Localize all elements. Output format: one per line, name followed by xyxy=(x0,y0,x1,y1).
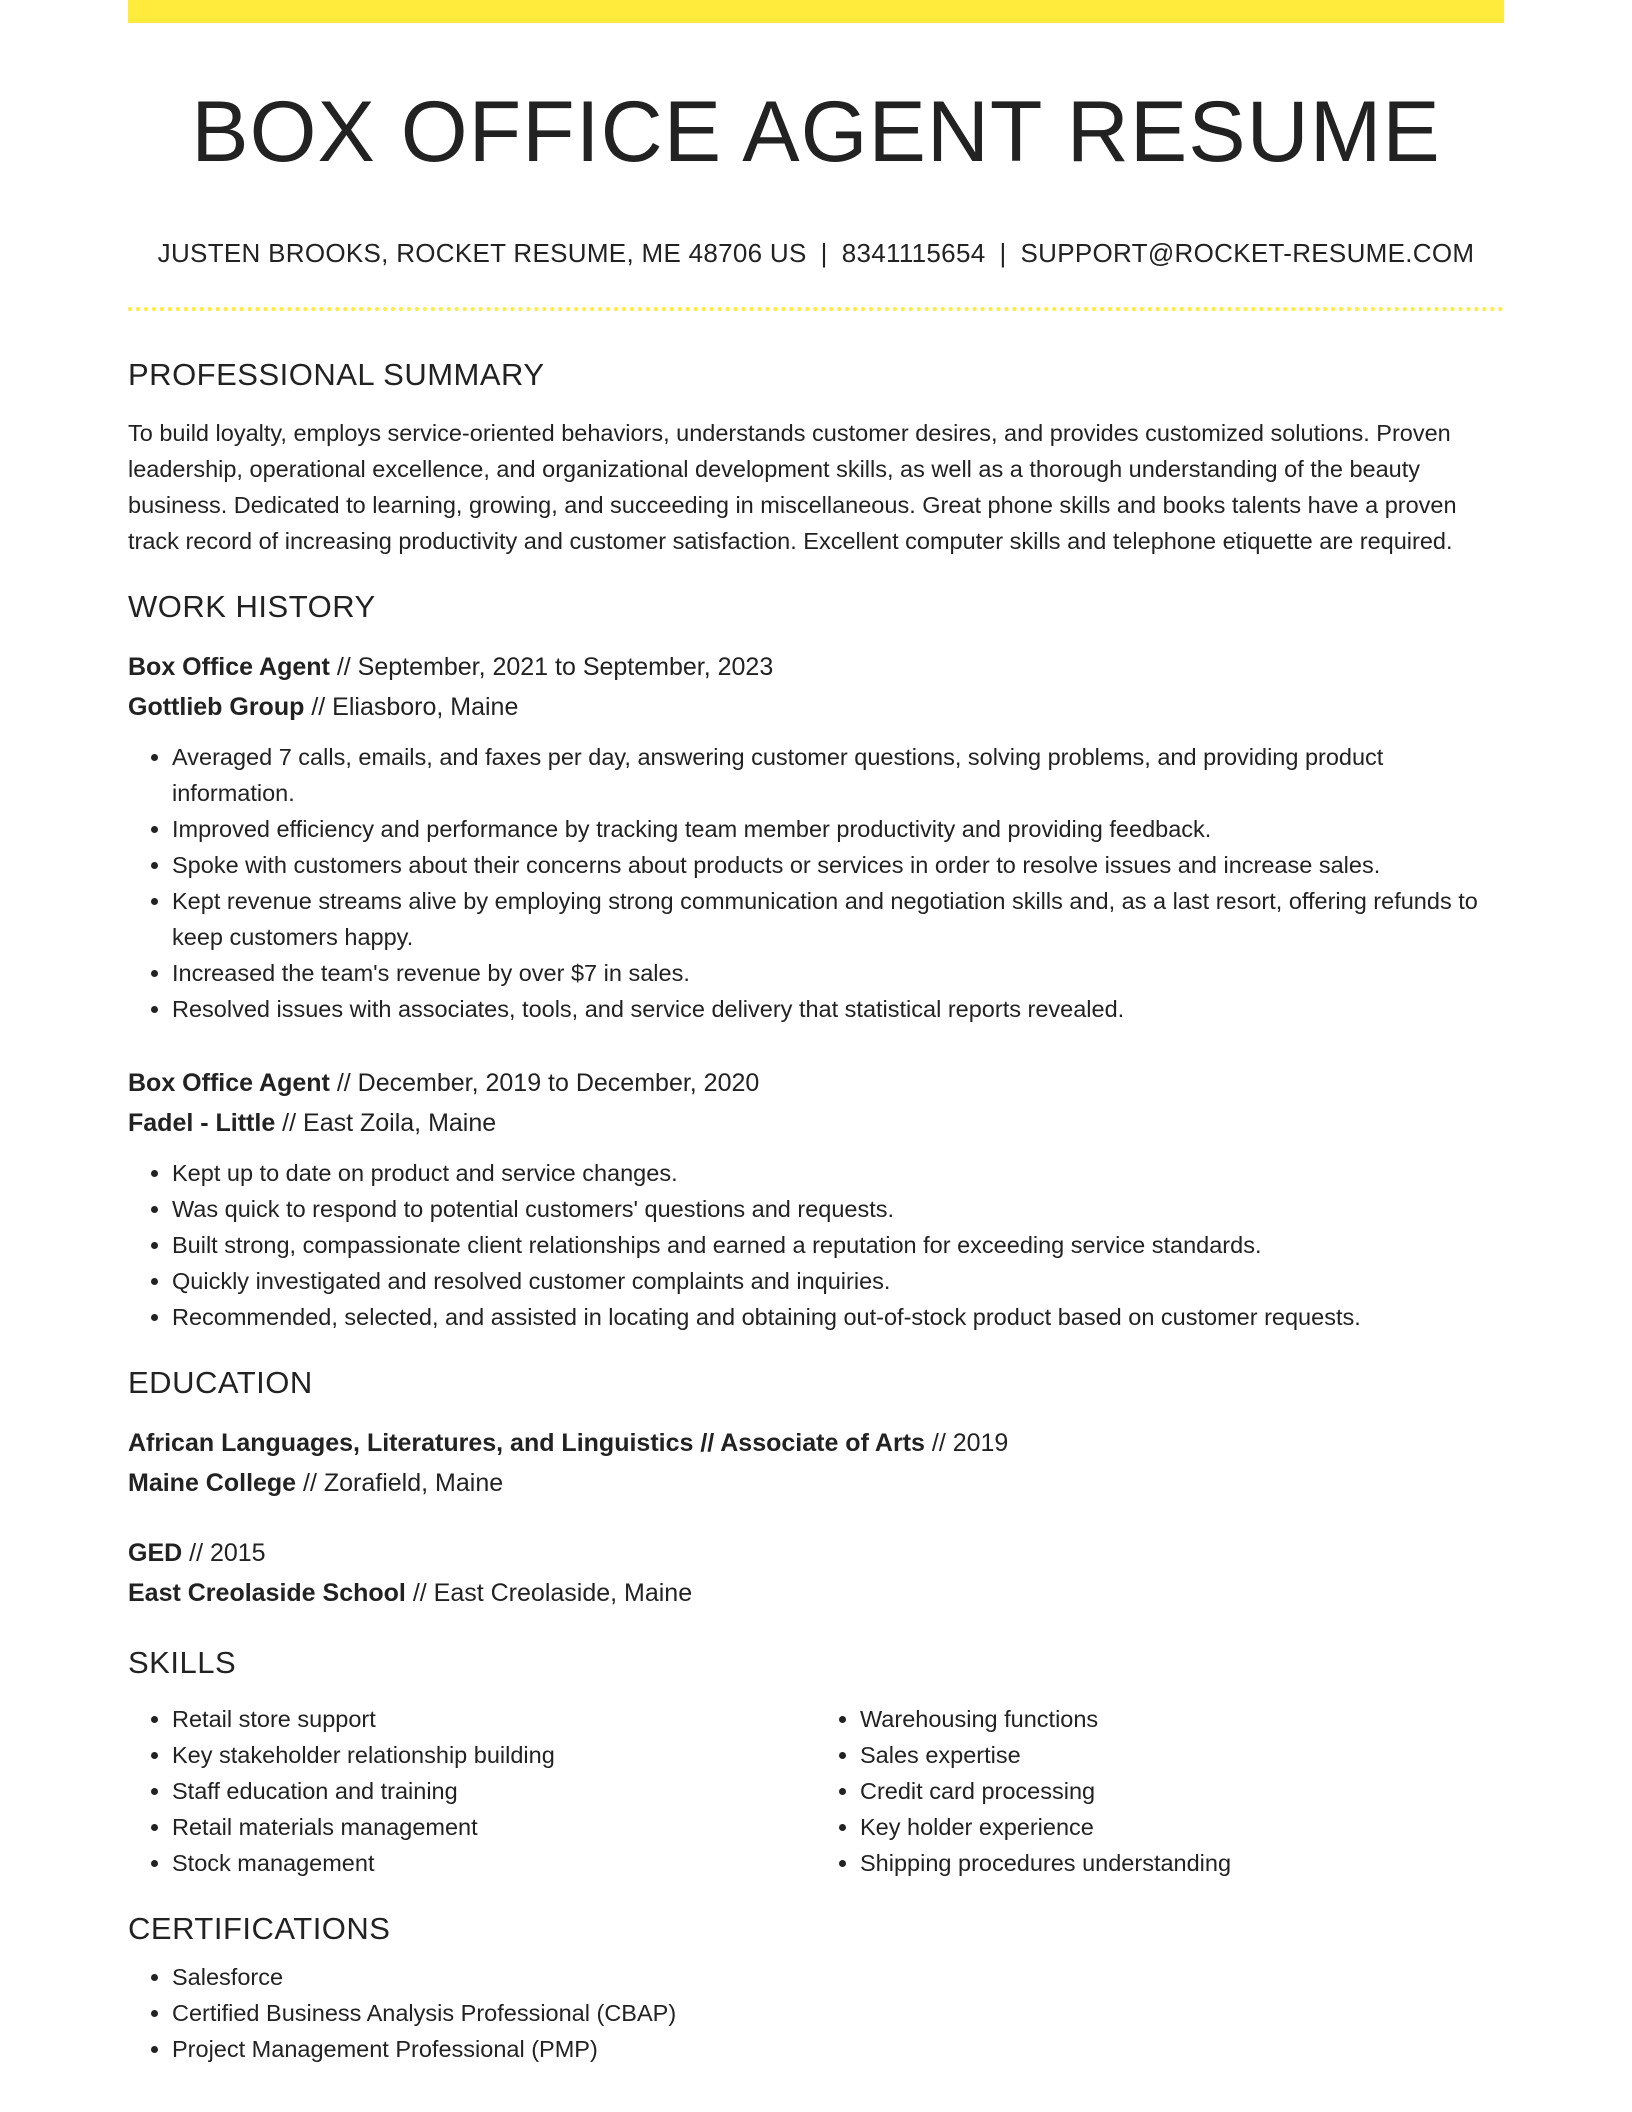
list-item: • Kept revenue streams alive by employing strong communication and negotiation skills and, as a last resort, offering refunds to keep customers happy. xyxy=(172,883,1504,955)
degree-line xyxy=(128,1533,1504,1573)
degree: African Languages, Literatures, and Linguistics // Associate of Arts xyxy=(128,1428,925,1457)
dotted-divider xyxy=(128,307,1504,311)
contact-separator: | xyxy=(999,237,1007,268)
list-item: • Was quick to respond to potential customers' questions and requests. xyxy=(172,1191,1504,1227)
job-bullet-list xyxy=(128,1155,1504,1335)
school-line xyxy=(128,1463,1504,1503)
contact-address: JUSTEN BROOKS, ROCKET RESUME, ME 48706 US xyxy=(157,237,807,268)
list-item: • Stock management xyxy=(172,1845,816,1881)
job-title: Box Office Agent xyxy=(128,1068,330,1097)
job-company: Gottlieb Group xyxy=(128,692,305,721)
list-item: • Retail materials management xyxy=(172,1809,816,1845)
list-item: • Salesforce xyxy=(172,1959,1504,1995)
list-item: • Warehousing functions xyxy=(860,1701,1504,1737)
job-title-line xyxy=(128,647,1504,687)
degree-year: // 2019 xyxy=(924,1428,1009,1457)
list-item: • Retail store support xyxy=(172,1701,816,1737)
school: East Creolaside School xyxy=(128,1578,406,1607)
degree-line xyxy=(128,1423,1504,1463)
certifications-heading: CERTIFICATIONS xyxy=(128,1910,391,1946)
degree: GED xyxy=(128,1538,183,1567)
list-item: • Resolved issues with associates, tools, and service delivery that statistical reports revealed. xyxy=(172,991,1504,1027)
job-dates: // December, 2019 to December, 2020 xyxy=(329,1068,760,1097)
list-item: • Built strong, compassionate client relationships and earned a reputation for exceeding service standards. xyxy=(172,1227,1504,1263)
job-dates: // September, 2021 to September, 2023 xyxy=(329,652,774,681)
skills-list-left xyxy=(128,1701,816,1881)
list-item: • Kept up to date on product and service changes. xyxy=(172,1155,1504,1191)
list-item: • Quickly investigated and resolved customer complaints and inquiries. xyxy=(172,1263,1504,1299)
list-item: • Sales expertise xyxy=(860,1737,1504,1773)
summary-heading: PROFESSIONAL SUMMARY xyxy=(128,356,545,392)
contact-phone: 8341115654 xyxy=(841,237,986,268)
degree-year: // 2015 xyxy=(182,1538,266,1567)
list-item: • Certified Business Analysis Professional (CBAP) xyxy=(172,1995,1504,2031)
certifications-list xyxy=(128,1959,1504,2067)
accent-top-bar xyxy=(128,0,1504,23)
school: Maine College xyxy=(128,1468,297,1497)
job-bullet-list xyxy=(128,739,1504,1027)
list-item: • Recommended, selected, and assisted in locating and obtaining out-of-stock product based on customer requests. xyxy=(172,1299,1504,1335)
job-company: Fadel - Little xyxy=(128,1108,276,1137)
education-entry xyxy=(128,1533,1504,1613)
school-line xyxy=(128,1573,1504,1613)
list-item: • Shipping procedures understanding xyxy=(860,1845,1504,1881)
list-item: • Increased the team's revenue by over $7 in sales. xyxy=(172,955,1504,991)
school-location: // Zorafield, Maine xyxy=(296,1468,504,1497)
list-item: • Staff education and training xyxy=(172,1773,816,1809)
list-item: • Key stakeholder relationship building xyxy=(172,1737,816,1773)
job-title-line xyxy=(128,1063,1504,1103)
list-item: • Key holder experience xyxy=(860,1809,1504,1845)
skills-heading: SKILLS xyxy=(128,1644,237,1680)
education-entry xyxy=(128,1423,1504,1503)
skills-columns xyxy=(128,1701,1504,1881)
work-history-heading: WORK HISTORY xyxy=(128,588,376,624)
job-entry xyxy=(128,1063,1504,1335)
list-item: • Averaged 7 calls, emails, and faxes per day, answering customer questions, solving problems, and providing product information. xyxy=(172,739,1504,811)
resume-title: BOX OFFICE AGENT RESUME xyxy=(191,84,1441,180)
list-item: • Project Management Professional (PMP) xyxy=(172,2031,1504,2067)
school-location: // East Creolaside, Maine xyxy=(405,1578,693,1607)
list-item: • Credit card processing xyxy=(860,1773,1504,1809)
contact-separator: | xyxy=(820,237,828,268)
list-item: • Spoke with customers about their concerns about products or services in order to resolve issues and increase sales. xyxy=(172,847,1504,883)
contact-email: SUPPORT@ROCKET-RESUME.COM xyxy=(1020,237,1475,268)
resume-page xyxy=(128,0,1504,2067)
job-location: // Eliasboro, Maine xyxy=(304,692,519,721)
job-company-line xyxy=(128,1103,1504,1143)
job-title: Box Office Agent xyxy=(128,652,330,681)
job-entry xyxy=(128,647,1504,1027)
summary-text: To build loyalty, employs service-oriented behaviors, understands customer desires, and provides customized solutions. Proven leadership, operational excellence, and organizational development skills, as well as a thorough understanding of the beauty business. Dedicated to learning, growing, and succeeding in miscellaneous. Great phone skills and books talents have a proven track record of increasing productivity and customer satisfaction. Excellent computer skills and telephone etiquette are required. xyxy=(128,419,1457,554)
contact-line xyxy=(128,238,1504,269)
list-item: • Improved efficiency and performance by tracking team member productivity and providing feedback. xyxy=(172,811,1504,847)
skills-list-right xyxy=(816,1701,1504,1881)
job-company-line xyxy=(128,687,1504,727)
education-heading: EDUCATION xyxy=(128,1364,313,1400)
job-location: // East Zoila, Maine xyxy=(275,1108,497,1137)
